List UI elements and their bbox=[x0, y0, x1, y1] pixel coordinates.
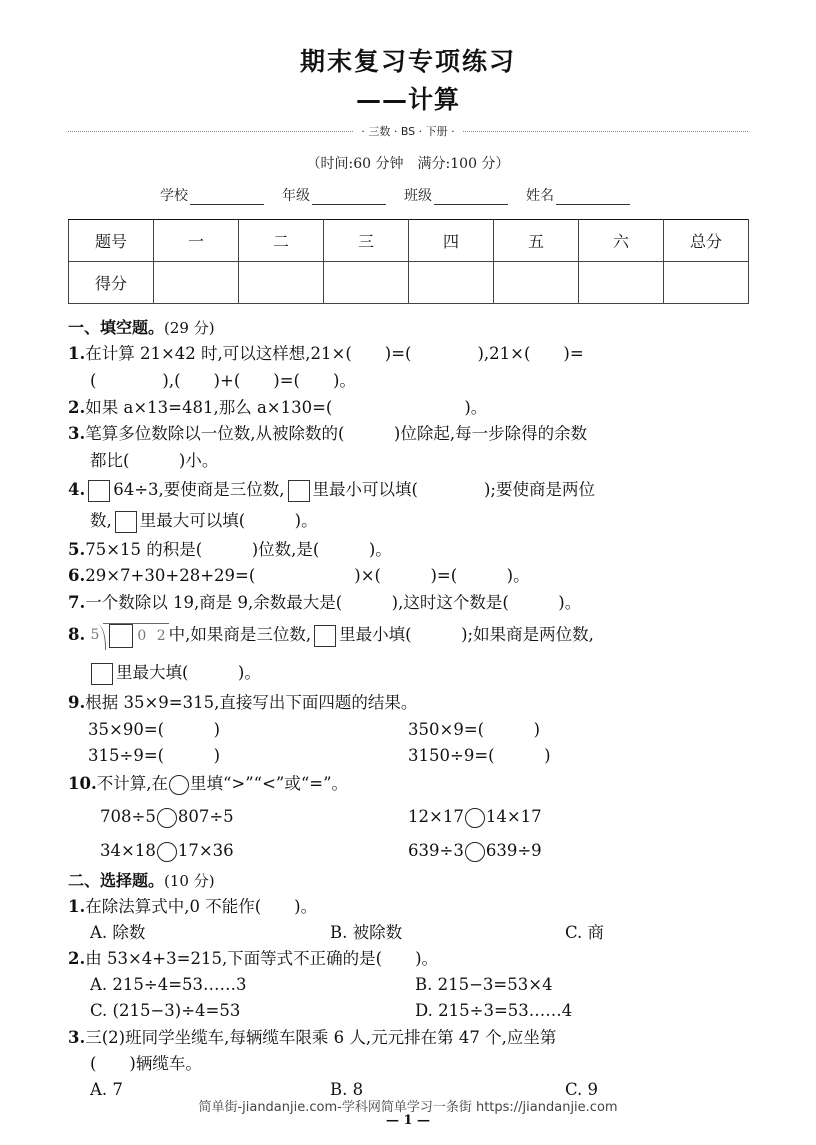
series-banner bbox=[68, 124, 748, 138]
divisor: 5 bbox=[90, 627, 100, 644]
question-text: 一个数除以 19,商是 9,余数最大是( ),这时这个数是( )。 bbox=[85, 593, 582, 612]
option-c[interactable]: C. (215−3)÷4=53 bbox=[90, 1001, 241, 1020]
class-label: 班级 bbox=[404, 188, 432, 204]
option-c[interactable]: C. 9 bbox=[565, 1080, 599, 1099]
question-text: 里最大可以填( )。 bbox=[139, 511, 318, 530]
time-info: （时间:60 分钟 满分:100 分） bbox=[306, 156, 510, 172]
option-b[interactable]: B. 215−3=53×4 bbox=[415, 975, 553, 994]
student-info-row bbox=[160, 185, 630, 205]
blank-box[interactable] bbox=[115, 511, 137, 533]
s1-q10-item bbox=[408, 838, 542, 865]
score-table bbox=[68, 219, 749, 304]
question-text: 64÷3,要使商是三位数, bbox=[113, 480, 285, 499]
compare-circle[interactable] bbox=[157, 842, 177, 862]
name-input[interactable] bbox=[556, 189, 630, 205]
expr-left: 12×17 bbox=[408, 807, 464, 826]
option-a[interactable]: A. 7 bbox=[90, 1080, 123, 1099]
score-cell[interactable] bbox=[579, 262, 664, 304]
s1-q10-item bbox=[100, 838, 234, 865]
question-text: 中,如果商是三位数, bbox=[168, 625, 312, 644]
compare-circle[interactable] bbox=[157, 808, 177, 828]
question-number: 1. bbox=[68, 344, 86, 363]
s1-q9-item: 315÷9=( ) bbox=[88, 746, 221, 765]
s1-q9-item: 35×90=( ) bbox=[88, 720, 221, 739]
section2-heading bbox=[68, 868, 215, 895]
s1-q3-line2: 都比( )小。 bbox=[90, 451, 219, 470]
question-text: 里最大填( )。 bbox=[116, 663, 261, 682]
compare-circle[interactable] bbox=[465, 808, 485, 828]
section1-points: (29 分) bbox=[164, 319, 215, 337]
s1-q8-line1 bbox=[68, 622, 594, 649]
blank-box[interactable] bbox=[314, 625, 336, 647]
grade-input[interactable] bbox=[312, 189, 386, 205]
s1-q4-line2 bbox=[90, 508, 318, 535]
question-text: 笔算多位数除以一位数,从被除数的( )位除起,每一步除得的余数 bbox=[85, 424, 588, 443]
blank-box[interactable] bbox=[88, 480, 110, 502]
question-text: 三(2)班同学坐缆车,每辆缆车限乘 6 人,元元排在第 47 个,应坐第 bbox=[85, 1028, 557, 1047]
s1-q1-line1 bbox=[68, 341, 584, 368]
option-b[interactable]: B. 被除数 bbox=[330, 923, 403, 942]
s1-q6 bbox=[68, 563, 530, 590]
long-division-figure bbox=[90, 622, 168, 649]
table-header-row bbox=[69, 220, 749, 262]
s1-q10-item bbox=[408, 804, 542, 831]
circle-icon bbox=[169, 775, 189, 795]
s1-q5 bbox=[68, 537, 392, 564]
question-text: 根据 35×9=315,直接写出下面四题的结果。 bbox=[85, 693, 418, 712]
question-text: 75×15 的积是( )位数,是( )。 bbox=[85, 540, 392, 559]
s2-q2 bbox=[68, 946, 438, 973]
s1-q10-item bbox=[100, 804, 234, 831]
dividend-tail: 0 2 bbox=[137, 627, 169, 644]
expr-right: 14×17 bbox=[485, 807, 542, 826]
question-text: 29×7+30+28+29=( )×( )=( )。 bbox=[85, 566, 530, 585]
blank-box[interactable] bbox=[91, 663, 113, 685]
question-number: 2. bbox=[68, 949, 86, 968]
class-input[interactable] bbox=[434, 189, 508, 205]
question-text: 如果 a×13=481,那么 a×130=( )。 bbox=[85, 398, 488, 417]
question-number: 10. bbox=[68, 774, 97, 793]
question-number: 8. bbox=[68, 625, 86, 644]
s2-q3-line1 bbox=[68, 1025, 556, 1052]
question-text: 里填“>”“<”或“=”。 bbox=[189, 774, 349, 793]
s1-q9 bbox=[68, 690, 417, 717]
table-header-cell: 二 bbox=[239, 220, 324, 262]
division-bracket-icon bbox=[103, 623, 168, 649]
class-field bbox=[404, 185, 508, 205]
question-text: 里最小填( );如果商是两位数, bbox=[339, 625, 594, 644]
name-label: 姓名 bbox=[526, 188, 554, 204]
blank-box[interactable] bbox=[288, 480, 310, 502]
s1-q8-line2 bbox=[88, 660, 261, 687]
section2-points: (10 分) bbox=[164, 872, 215, 890]
s1-q7 bbox=[68, 590, 581, 617]
table-header-cell: 四 bbox=[409, 220, 494, 262]
question-number: 4. bbox=[68, 480, 86, 499]
question-text: 在计算 21×42 时,可以这样想,21×( )=( ),21×( )= bbox=[85, 344, 584, 363]
section1-title: 一、填空题。 bbox=[68, 318, 165, 337]
s2-q3-line2: ( )辆缆车。 bbox=[90, 1054, 202, 1073]
expr-left: 639÷3 bbox=[408, 841, 464, 860]
table-header-cell: 题号 bbox=[69, 220, 154, 262]
score-cell[interactable] bbox=[409, 262, 494, 304]
s1-q9-item: 350×9=( ) bbox=[408, 720, 541, 739]
s2-q1 bbox=[68, 894, 317, 921]
question-text: 里最小可以填( );要使商是两位 bbox=[312, 480, 595, 499]
option-a[interactable]: A. 215÷4=53……3 bbox=[90, 975, 247, 994]
question-number: 7. bbox=[68, 593, 86, 612]
option-a[interactable]: A. 除数 bbox=[90, 923, 146, 942]
table-header-cell: 五 bbox=[494, 220, 579, 262]
table-row bbox=[69, 262, 749, 304]
table-header-cell: 一 bbox=[154, 220, 239, 262]
table-header-cell: 三 bbox=[324, 220, 409, 262]
expr-right: 17×36 bbox=[177, 841, 234, 860]
watermark-text: 简单街-jiandanjie.com-学科网简单学习一条街 https://jiandanjie.com bbox=[198, 1100, 618, 1115]
page-subtitle: ——计算 bbox=[355, 85, 460, 114]
option-d[interactable]: D. 215÷3=53……4 bbox=[415, 1001, 573, 1020]
question-text: 在除法算式中,0 不能作( )。 bbox=[85, 897, 318, 916]
s1-q2 bbox=[68, 395, 487, 422]
question-number: 5. bbox=[68, 540, 86, 559]
table-header-cell: 六 bbox=[579, 220, 664, 262]
name-field bbox=[526, 185, 630, 205]
school-input[interactable] bbox=[190, 189, 264, 205]
expr-right: 807÷5 bbox=[177, 807, 234, 826]
section2-title: 二、选择题。 bbox=[68, 871, 165, 890]
s1-q10 bbox=[68, 771, 348, 798]
score-row-label: 得分 bbox=[69, 262, 154, 304]
grade-label: 年级 bbox=[282, 188, 310, 204]
page-title: 期末复习专项练习 bbox=[299, 47, 516, 76]
question-text: 不计算,在 bbox=[96, 774, 168, 793]
grade-field bbox=[282, 185, 386, 205]
score-cell[interactable] bbox=[154, 262, 239, 304]
blank-box[interactable] bbox=[109, 624, 133, 648]
dotted-divider-right bbox=[463, 131, 748, 132]
school-label: 学校 bbox=[160, 188, 188, 204]
series-label: · 三数 · BS · 下册 · bbox=[361, 125, 455, 138]
question-number: 2. bbox=[68, 398, 86, 417]
question-number: 1. bbox=[68, 897, 86, 916]
expr-right: 639÷9 bbox=[485, 841, 542, 860]
score-cell[interactable] bbox=[494, 262, 579, 304]
expr-left: 34×18 bbox=[100, 841, 156, 860]
score-cell[interactable] bbox=[239, 262, 324, 304]
s1-q9-item: 3150÷9=( ) bbox=[408, 746, 551, 765]
question-number: 9. bbox=[68, 693, 86, 712]
expr-left: 708÷5 bbox=[100, 807, 156, 826]
question-number: 3. bbox=[68, 424, 86, 443]
dotted-divider-left bbox=[68, 131, 353, 132]
question-text: 由 53×4+3=215,下面等式不正确的是( )。 bbox=[85, 949, 439, 968]
question-text: 数, bbox=[90, 511, 112, 530]
option-b[interactable]: B. 8 bbox=[330, 1080, 364, 1099]
s1-q1-line2: ( ),( )+( )=( )。 bbox=[90, 371, 356, 390]
compare-circle[interactable] bbox=[465, 842, 485, 862]
table-header-cell: 总分 bbox=[664, 220, 749, 262]
s1-q4-line1 bbox=[68, 477, 595, 504]
score-cell[interactable] bbox=[324, 262, 409, 304]
score-cell[interactable] bbox=[664, 262, 749, 304]
question-number: 6. bbox=[68, 566, 86, 585]
page-number: — 1 — bbox=[385, 1113, 431, 1128]
s1-q3-line1 bbox=[68, 421, 587, 448]
option-c[interactable]: C. 商 bbox=[565, 923, 605, 942]
school-field bbox=[160, 185, 264, 205]
question-number: 3. bbox=[68, 1028, 86, 1047]
section1-heading bbox=[68, 315, 215, 342]
